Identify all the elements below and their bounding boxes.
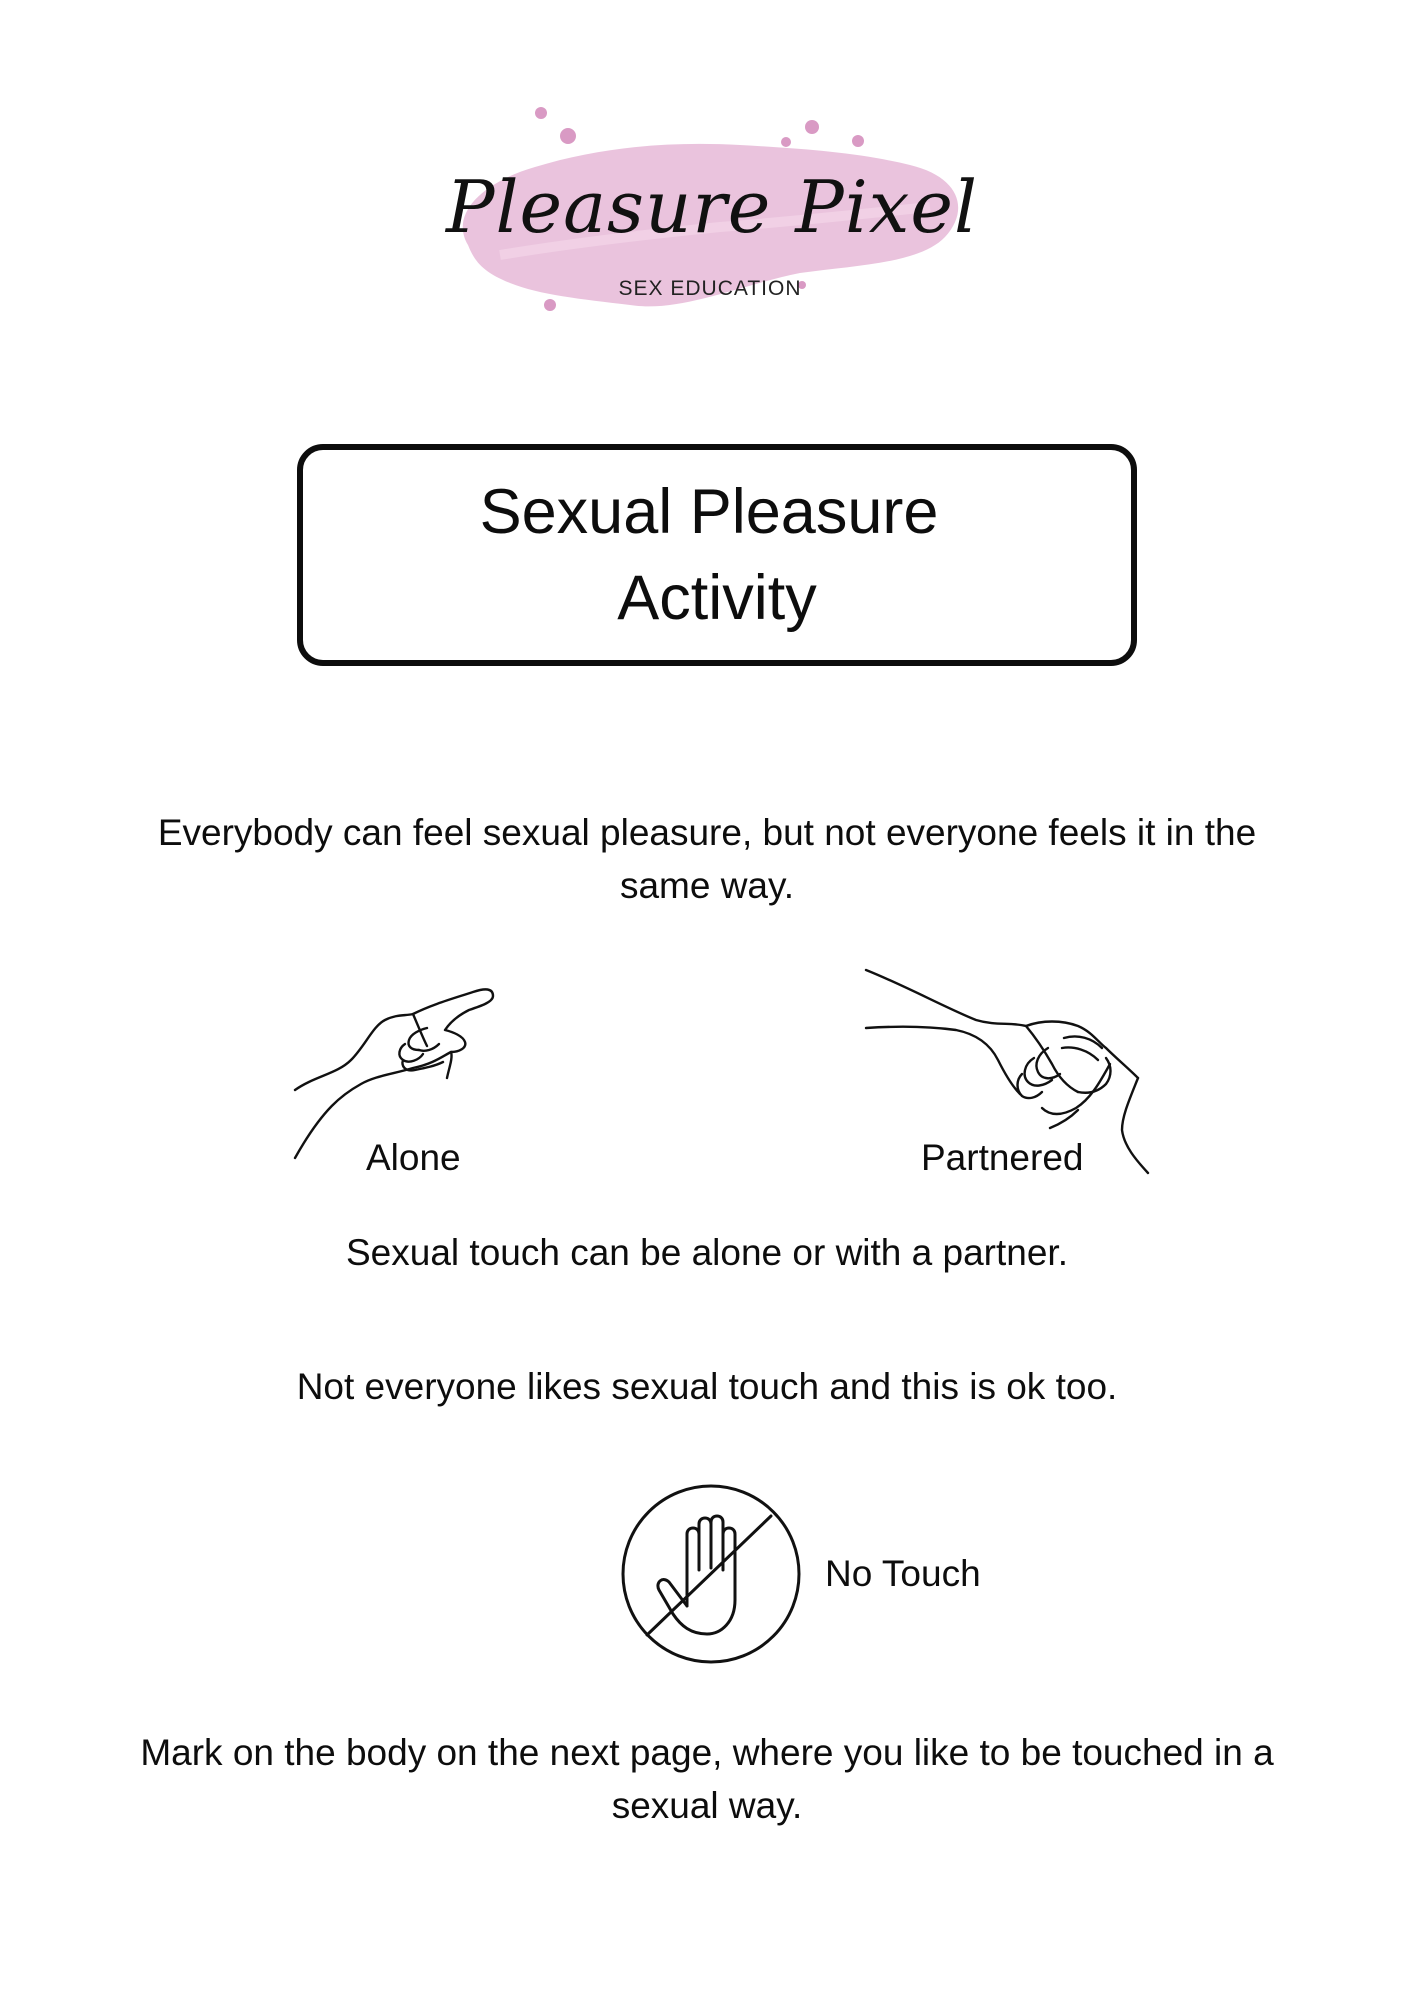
page-title-line-1: Sexual Pleasure	[479, 477, 939, 547]
logo-graphic	[440, 95, 980, 335]
logo-script: Pleasure Pixel	[446, 165, 978, 249]
intro-paragraph: Everybody can feel sexual pleasure, but not everyone feels it in the same way.	[157, 812, 1257, 906]
no-touch-label: No Touch	[825, 1553, 981, 1594]
pointing-hand-icon	[293, 968, 513, 1158]
instruction-paragraph: Mark on the body on the next page, where you like to be touched in a sexual way.	[140, 1732, 1274, 1826]
title-box	[297, 444, 1137, 666]
alone-label: Alone	[366, 1137, 461, 1178]
logo-tagline: SEX EDUCATION	[618, 277, 802, 300]
no-touch-hand-icon	[619, 1482, 803, 1666]
brand-logo	[440, 95, 980, 335]
no-touch-statement: Not everyone likes sexual touch and this is ok too.	[296, 1366, 1118, 1407]
touch-statement: Sexual touch can be alone or with a partner.	[346, 1232, 1068, 1273]
partnered-label: Partnered	[921, 1137, 1084, 1178]
page-title-line-2: Activity	[617, 563, 817, 633]
